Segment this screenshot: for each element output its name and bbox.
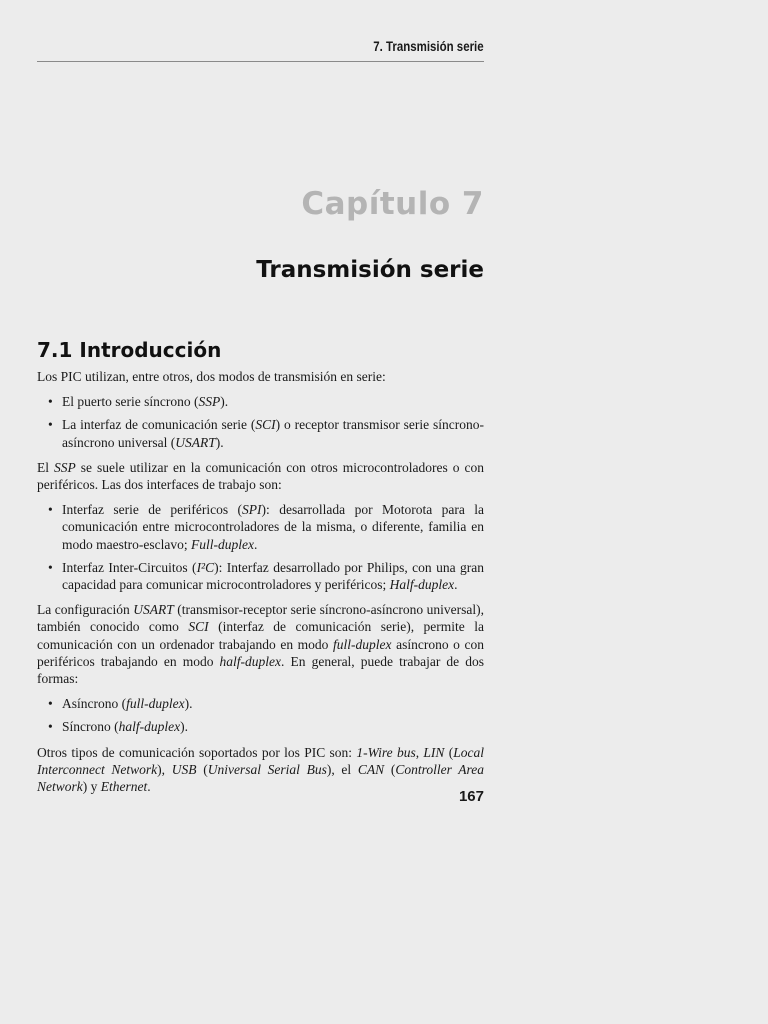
bullet-glyph: • [48,417,53,433]
para-text: ) y [82,779,101,795]
item-text: ). [184,696,193,712]
para-text: La configuración [37,602,134,618]
list-item [37,501,484,553]
para-text: (transmisor-receptor serie síncrono-asíncrono universal), también conocido como [37,602,484,635]
usart-paragraph [37,601,484,687]
item-text: ). [180,719,188,735]
para-text: ), el [326,761,358,777]
item-text: ). [215,434,224,450]
para-emphasis: USART [133,602,174,618]
item-emphasis: Full-duplex [190,536,254,552]
para-emphasis: CAN [357,761,385,777]
item-text: . [454,577,458,593]
para-emphasis: LIN [423,744,445,760]
para-text: ( [384,761,396,777]
item-text: ): desarrollada por Motorota para la comunicación entre microcontroladores de la misma, o diferente, familia en modo maestro-esclavo; [62,502,485,552]
para-emphasis: SSP [54,459,76,475]
para-emphasis: half-duplex [219,653,282,669]
item-text: El puerto serie síncrono ( [62,394,199,410]
usart-forms-list [37,695,484,735]
para-text: (interfaz de comunicación serie), permite la comunicación con un ordenador trabajando en modo [37,619,484,652]
bullet-glyph: • [48,502,53,518]
list-item [37,393,484,410]
para-text: . [147,779,151,795]
para-text: ( [444,744,454,760]
item-text: Asíncrono ( [62,696,127,712]
item-emphasis: SSP [198,394,221,410]
item-emphasis: Half-duplex [389,577,455,593]
item-text: ) o receptor transmisor serie síncrono-asíncrono universal ( [62,417,484,450]
item-emphasis: USART [175,434,216,450]
running-header: 7. Transmisión serie [373,38,484,54]
ssp-interfaces-list [37,501,484,593]
item-emphasis: I²C [196,559,215,575]
para-text: , [415,744,424,760]
item-emphasis: full-duplex [126,696,185,712]
body-text [37,368,484,803]
list-item [37,416,484,450]
para-text: . En general, puede trabajar de dos formas: [37,653,484,687]
para-text: se suele utilizar en la comunicación con otros microcontroladores o con periféricos. Las dos interfaces de trabajo son: [37,459,484,493]
para-emphasis: Controller Area Network [37,761,485,795]
header-rule [37,61,484,62]
para-emphasis: full-duplex [333,636,392,652]
para-emphasis: 1-Wire bus [356,744,416,760]
item-text: Interfaz Inter-Circuitos ( [62,559,197,575]
chapter-label: Capítulo 7 [301,186,484,222]
para-emphasis: Universal Serial Bus [207,761,327,777]
para-text: ( [196,761,208,777]
para-text: Otros tipos de comunicación soportados por los PIC son: [37,744,357,760]
bullet-glyph: • [48,696,53,712]
intro-paragraph: Los PIC utilizan, entre otros, dos modos de transmisión en serie: [37,369,386,384]
list-item [37,718,484,735]
transmission-modes-list [37,393,484,451]
page-number: 167 [458,788,484,805]
bullet-glyph: • [48,719,53,735]
para-emphasis: Ethernet [100,779,148,795]
item-text: ): Interfaz desarrollado por Philips, con una gran capacidad para comunicar microcontroladores y periféricos; [62,559,484,593]
section-title: 7.1 Introducción [37,338,222,362]
ssp-paragraph [37,459,484,493]
chapter-title: Transmisión serie [256,257,484,283]
para-emphasis: Local Interconnect Network [37,744,485,777]
item-emphasis: SCI [255,417,276,433]
list-item [37,559,484,593]
item-text: Interfaz serie de periféricos ( [62,502,243,518]
bullet-glyph: • [48,394,53,410]
para-text: asíncrono o con periféricos trabajando en modo [37,636,484,669]
item-emphasis: SPI [242,502,262,518]
item-text: . [253,536,258,552]
para-emphasis: SCI [188,619,209,635]
para-emphasis: USB [171,761,197,777]
bullet-glyph: • [48,559,53,575]
item-text: ). [220,394,229,410]
item-emphasis: half-duplex [118,719,181,735]
item-text: Síncrono ( [62,719,119,735]
para-text: El [37,459,55,475]
para-text: ), [157,761,172,777]
item-text: La interfaz de comunicación serie ( [62,417,256,433]
list-item [37,695,484,712]
other-protocols-paragraph [37,744,484,796]
